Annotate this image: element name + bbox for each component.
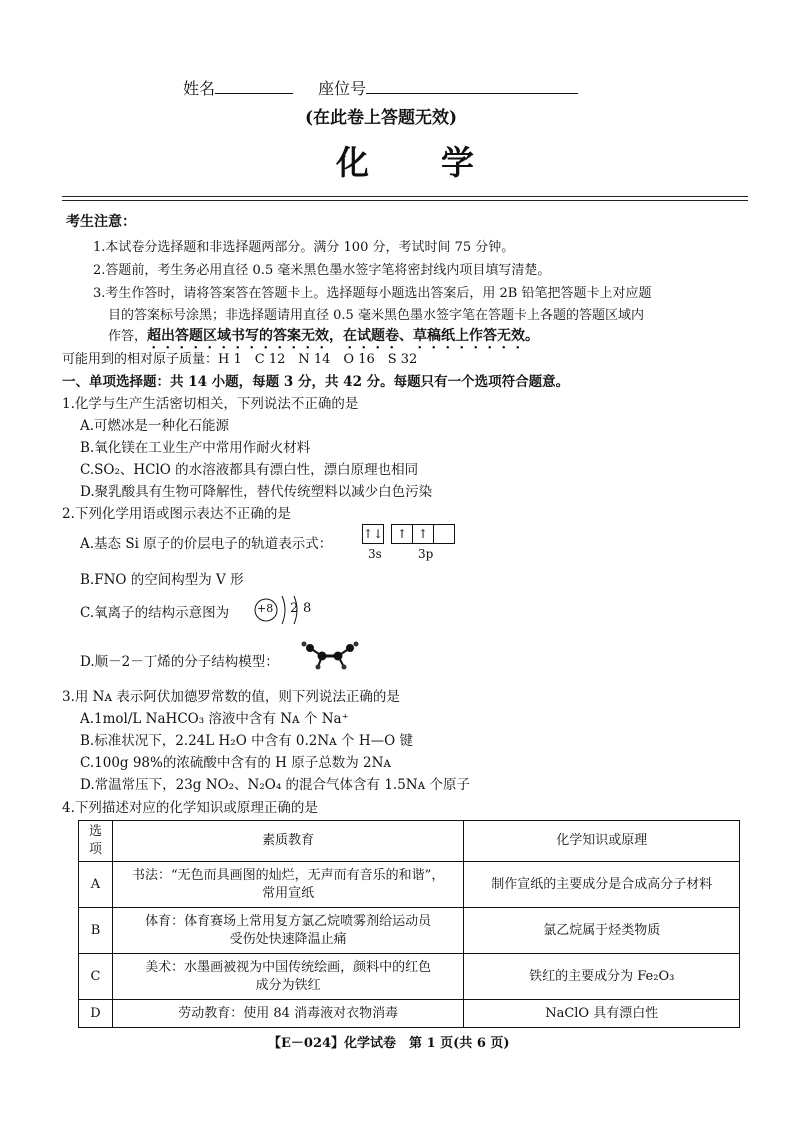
q2-option-a: A.基态 Si 原子的价层电子的轨道表示式： — [80, 536, 333, 552]
orbital-3p-box-2: ↑ — [412, 524, 434, 544]
hydrogen-atom — [354, 642, 359, 647]
section1-heading: 一、单项选择题：共 14 小题，每题 3 分，共 42 分。每题只有一个选项符合题意。 — [62, 374, 570, 390]
page-footer: 【E－024】化学试卷 第 1 页(共 6 页) — [268, 1036, 510, 1051]
orbital-diagram — [362, 524, 454, 544]
chemistry-cell: 氯乙烷属于烃类物质 — [464, 908, 740, 954]
orbital-3p-box-1: ↑ — [391, 524, 413, 544]
q1-stem: 1.化学与生产生活密切相关，下列说法不正确的是 — [62, 396, 359, 412]
name-blank — [215, 79, 293, 94]
chemistry-cell: 铁红的主要成分为 Fe₂O₃ — [464, 954, 740, 1000]
option-cell: D — [79, 1000, 113, 1028]
table-row — [79, 954, 740, 1000]
q3-stem: 3.用 Nᴀ 表示阿伏加德罗常数的值，则下列说法正确的是 — [62, 689, 400, 705]
no-answer-notice: (在此卷上答题无效) — [305, 108, 458, 128]
instruction-3-prefix: 作答， — [108, 329, 148, 344]
nucleus-charge: +8 — [257, 602, 274, 615]
carbon-atom — [318, 652, 327, 661]
table-header-row — [79, 821, 740, 862]
chemistry-cell: 制作宣纸的主要成分是合成高分子材料 — [464, 862, 740, 908]
q3-option-a: A.1mol/L NaHCO₃ 溶液中含有 Nᴀ 个 Na⁺ — [80, 711, 349, 727]
atomic-masses: 可能用到的相对原子质量：H 1 C 12 N 14 O 16 S 32 — [62, 352, 418, 367]
seat-blank — [366, 79, 578, 94]
hydrogen-atom — [342, 665, 347, 670]
q4-table — [78, 820, 740, 1028]
hydrogen-atom — [316, 665, 321, 670]
seat-label: 座位号 — [318, 79, 367, 98]
q2-option-c: C.氧离子的结构示意图为 — [80, 605, 230, 621]
q2-stem: 2.下列化学用语或图示表达不正确的是 — [62, 506, 291, 522]
instructions-heading: 考生注意： — [66, 214, 136, 230]
header-rule-top — [62, 196, 748, 197]
hydrogen-atom — [302, 642, 307, 647]
orbital-3s-box: ↑↓ — [362, 524, 384, 544]
instruction-1: 1.本试卷分选择题和非选择题两部分。满分 100 分，考试时间 75 分钟。 — [93, 240, 515, 255]
orbital-3p-box-3 — [433, 524, 455, 544]
table-row — [79, 862, 740, 908]
q3-option-d: D.常温常压下，23g NO₂、N₂O₄ 的混合气体含有 1.5Nᴀ 个原子 — [80, 777, 471, 793]
q2-option-d: D.顺－2－丁烯的分子结构模型： — [80, 654, 279, 670]
table-header: 化学知识或原理 — [464, 821, 740, 862]
q3-option-c: C.100g 98%的浓硫酸中含有的 H 原子总数为 2Nᴀ — [80, 755, 392, 771]
shell2-electrons: 8 — [303, 601, 312, 616]
q4-stem: 4.下列描述对应的化学知识或原理正确的是 — [62, 800, 318, 816]
cis-2-butene-model — [300, 640, 360, 672]
subject-title: 化 学 — [336, 143, 476, 182]
education-cell: 体育：体育赛场上常用复方氯乙烷喷雾剂给运动员 受伤处快速降温止痛 — [112, 908, 463, 954]
table-header: 素质教育 — [112, 821, 463, 862]
orbital-label-3s: 3s — [368, 547, 382, 561]
instruction-3-line2: 目的答案标号涂黑；非选择题请用直径 0.5 毫米黑色墨水签字笔在答题卡上各题的答题区域内 — [108, 308, 644, 323]
education-cell: 美术：水墨画被视为中国传统绘画，颜料中的红色 成分为铁红 — [112, 954, 463, 1000]
q2-option-b: B.FNO 的空间构型为 V 形 — [80, 572, 244, 588]
q3-option-b: B.标准状况下，2.24L H₂O 中含有 0.2Nᴀ 个 H—O 键 — [80, 733, 413, 749]
option-cell: C — [79, 954, 113, 1000]
shell1-electrons: 2 — [290, 601, 299, 616]
chemistry-cell: NaClO 具有漂白性 — [464, 1000, 740, 1028]
table-header: 选项 — [79, 821, 113, 862]
education-cell: 劳动教育：使用 84 消毒液对衣物消毒 — [112, 1000, 463, 1028]
q1-option-b: B.氧化镁在工业生产中常用作耐火材料 — [80, 440, 311, 456]
q1-option-a: A.可燃冰是一种化石能源 — [80, 418, 230, 434]
name-field — [183, 76, 578, 99]
orbital-label-3p: 3p — [418, 547, 434, 561]
option-cell: B — [79, 908, 113, 954]
q1-option-c: C.SO₂、HClO 的水溶液都具有漂白性，漂白原理也相同 — [80, 462, 419, 478]
carbon-atom — [346, 644, 354, 652]
table-row — [79, 1000, 740, 1028]
carbon-atom — [306, 644, 314, 652]
instruction-3-emphasis: 超出答题区域书写的答案无效，在试题卷、草稿纸上作答无效。 — [147, 328, 540, 344]
header-rule-bottom — [62, 200, 748, 201]
option-cell: A — [79, 862, 113, 908]
education-cell: 书法：“无色而具画图的灿烂，无声而有音乐的和谐”， 常用宣纸 — [112, 862, 463, 908]
electron-shell-arc-1 — [282, 596, 285, 624]
instruction-2: 2.答题前，考生务必用直径 0.5 毫米黑色墨水签字笔将密封线内项目填写清楚。 — [93, 263, 551, 278]
name-label: 姓名 — [183, 79, 216, 98]
table-row — [79, 908, 740, 954]
carbon-atom — [334, 652, 343, 661]
instruction-3-line1: 3.考生作答时，请将答案答在答题卡上。选择题每小题选出答案后，用 2B 铅笔把答题卡上对应题 — [93, 286, 652, 301]
q1-option-d: D.聚乳酸具有生物可降解性，替代传统塑料以减少白色污染 — [80, 484, 433, 500]
